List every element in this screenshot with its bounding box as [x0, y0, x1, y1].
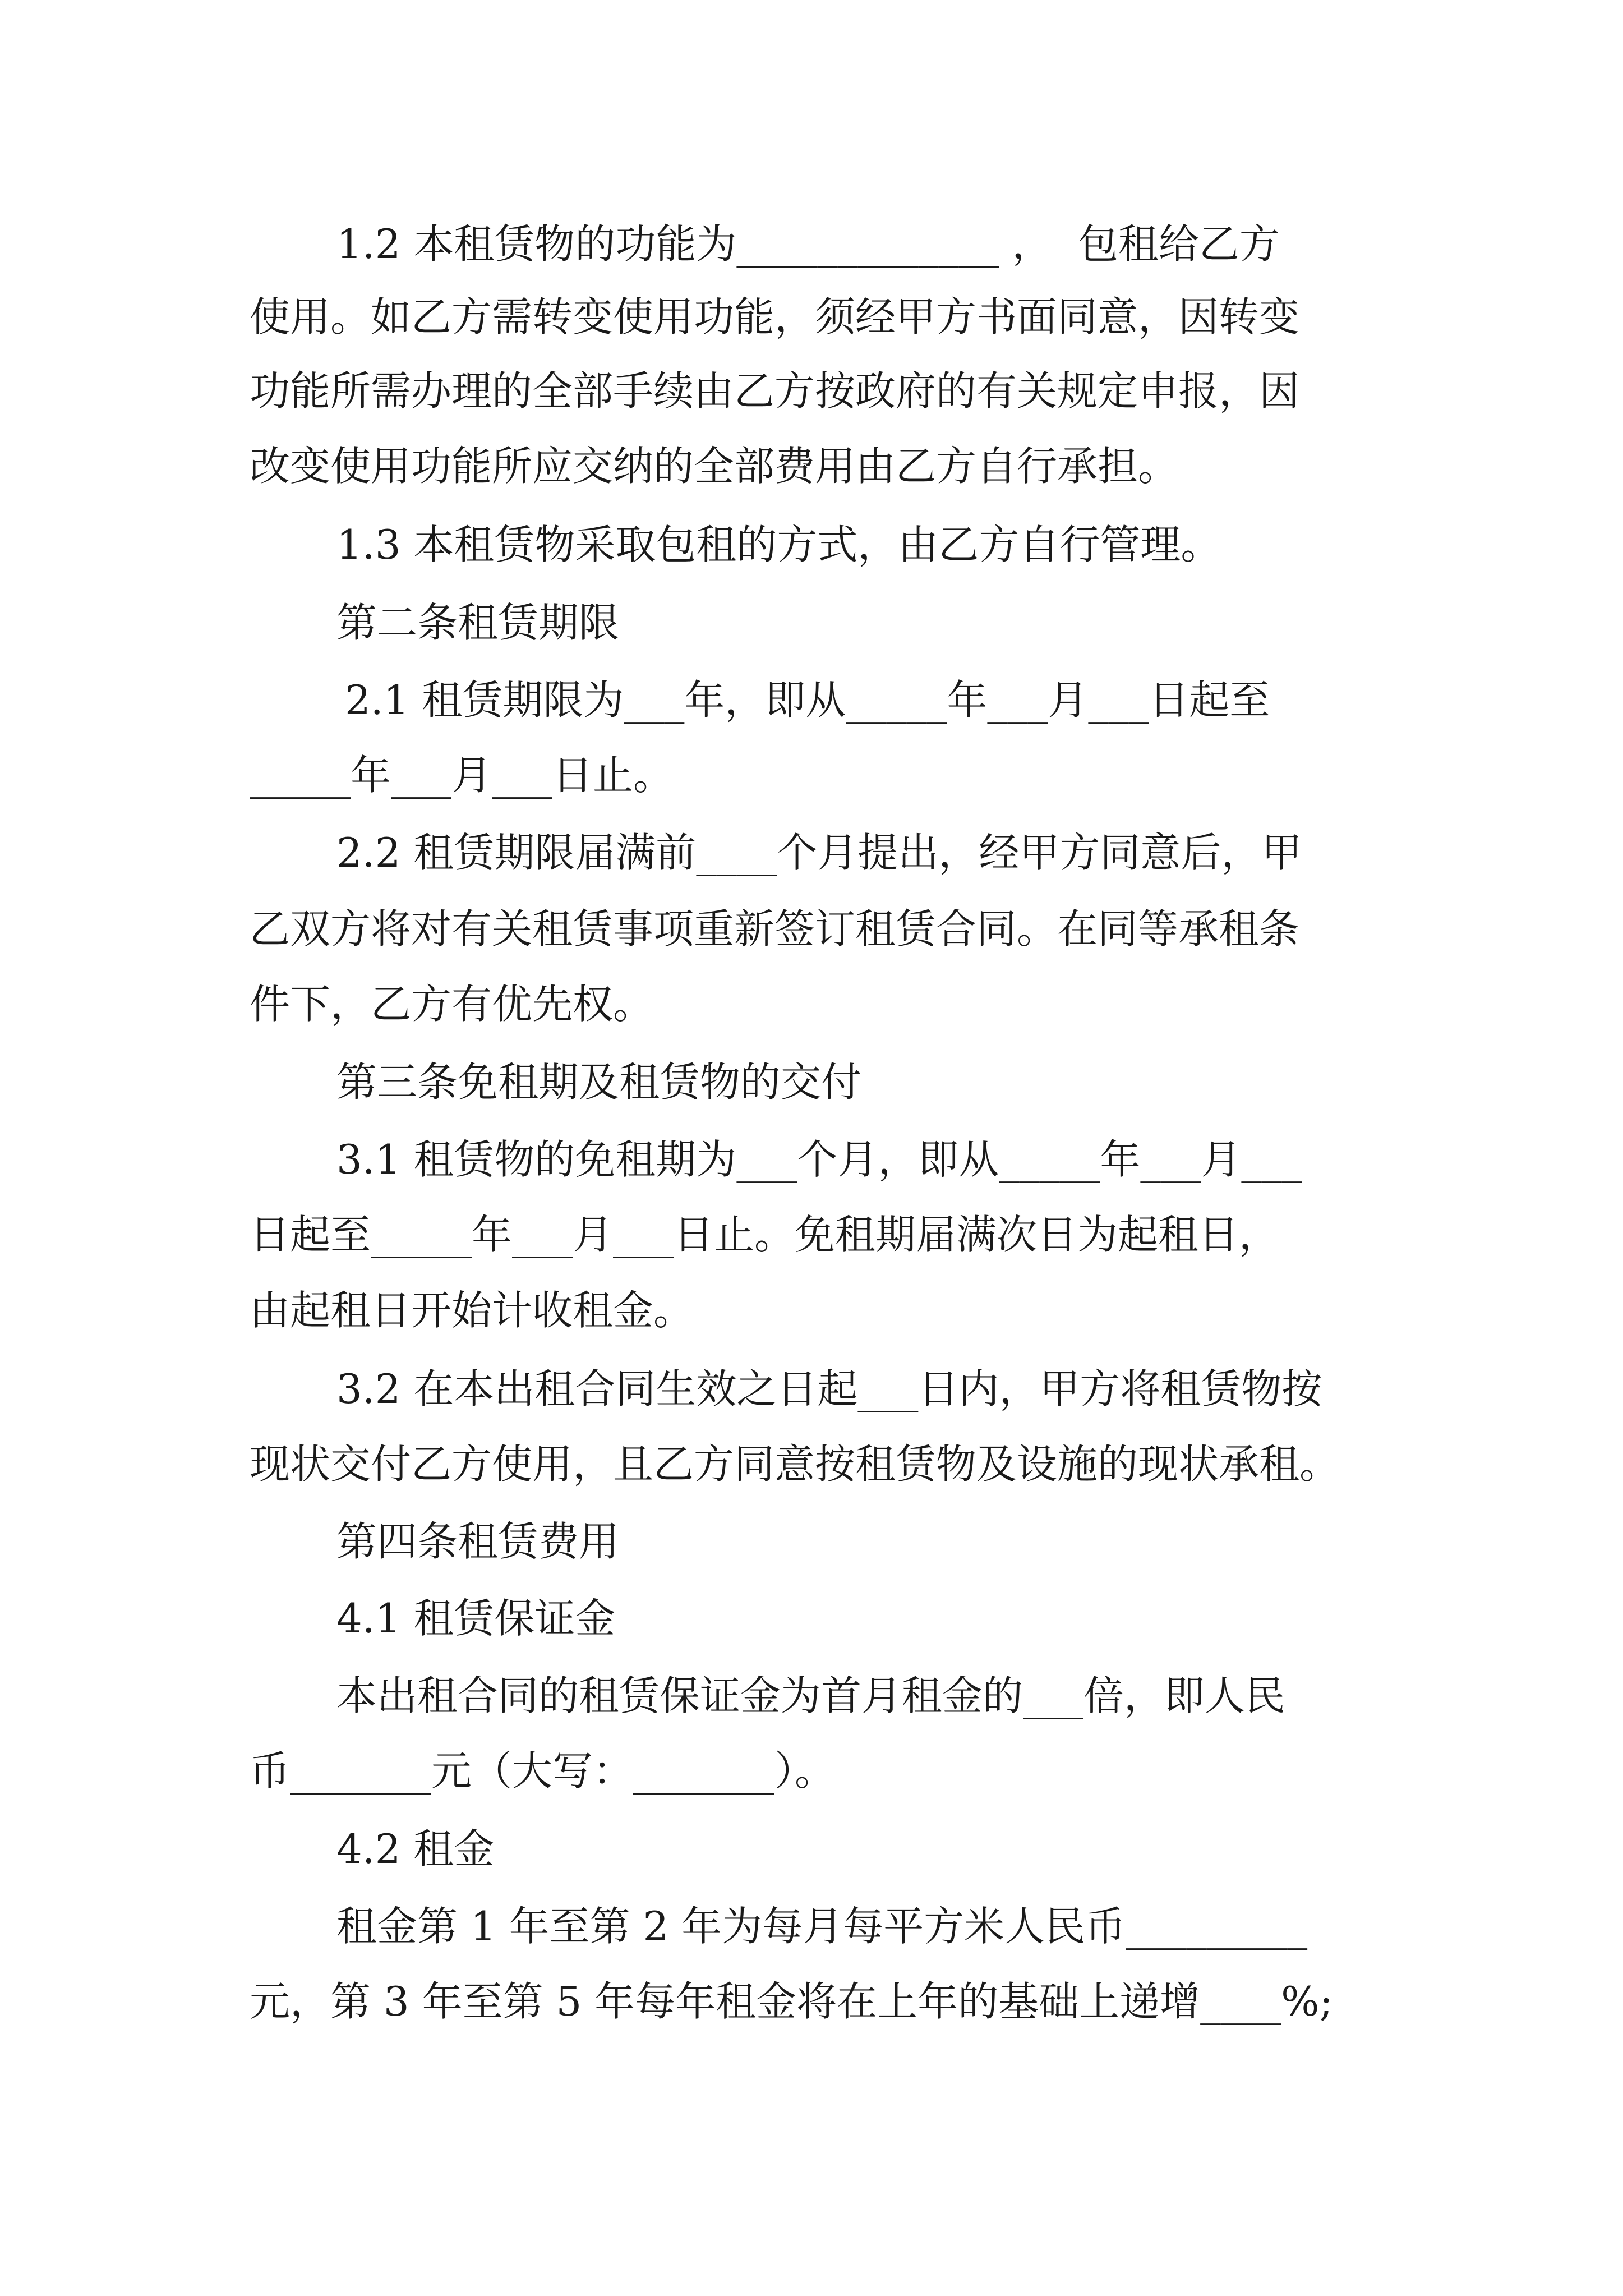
paragraph-4-2-line-2: 元，第 3 年至第 5 年每年租金将在上年的基础上递增____%;: [250, 1978, 1333, 2025]
paragraph-3-1-line-2: 日起至_____年___月___日止。免租期届满次日为起租日，: [250, 1211, 1280, 1258]
heading-article-3: 第三条免租期及租赁物的交付: [336, 1059, 862, 1106]
paragraph-2-2-line-2: 乙双方将对有关租赁事项重新签订租赁合同。在同等承租条: [250, 905, 1300, 953]
paragraph-1-3: 1.3 本租赁物采取包租的方式，由乙方自行管理。: [336, 521, 1221, 568]
paragraph-4-1-line-2: 币_______元（大写：_______）。: [250, 1747, 836, 1795]
paragraph-2-1-line-1: 2.1 租赁期限为___年，即从_____年___月___日起至: [345, 677, 1270, 724]
paragraph-3-1-line-3: 由起租日开始计收租金。: [250, 1287, 694, 1334]
paragraph-2-2-line-3: 件下，乙方有优先权。: [250, 981, 654, 1028]
heading-4-2: 4.2 租金: [336, 1825, 495, 1872]
heading-4-1: 4.1 租赁保证金: [336, 1595, 616, 1642]
heading-article-2: 第二条租赁期限: [336, 599, 620, 646]
paragraph-1-2-line-3: 功能所需办理的全部手续由乙方按政府的有关规定申报，因: [250, 367, 1300, 415]
paragraph-3-2-line-1: 3.2 在本出租合同生效之日起___日内，甲方将租赁物按: [336, 1365, 1322, 1412]
paragraph-3-1-line-1: 3.1 租赁物的免租期为___个月，即从_____年___月___: [336, 1136, 1302, 1183]
paragraph-2-2-line-1: 2.2 租赁期限届满前____个月提出，经甲方同意后，甲: [336, 829, 1302, 876]
paragraph-2-1-line-2: _____年___月___日止。: [250, 752, 674, 799]
paragraph-1-2-line-4: 改变使用功能所应交纳的全部费用由乙方自行承担。: [250, 443, 1179, 490]
paragraph-1-2-line-1: 1.2 本租赁物的功能为_____________ ， 包租给乙方: [336, 220, 1280, 268]
paragraph-4-1-line-1: 本出租合同的租赁保证金为首月租金的___倍，即人民: [336, 1672, 1286, 1719]
paragraph-4-2-line-1: 租金第 1 年至第 2 年为每月每平方米人民币_________: [336, 1903, 1308, 1950]
paragraph-3-2-line-2: 现状交付乙方使用，且乙方同意按租赁物及设施的现状承租。: [250, 1441, 1340, 1488]
heading-article-4: 第四条租赁费用: [336, 1518, 620, 1565]
paragraph-1-2-line-2: 使用。如乙方需转变使用功能，须经甲方书面同意，因转变: [250, 293, 1300, 341]
